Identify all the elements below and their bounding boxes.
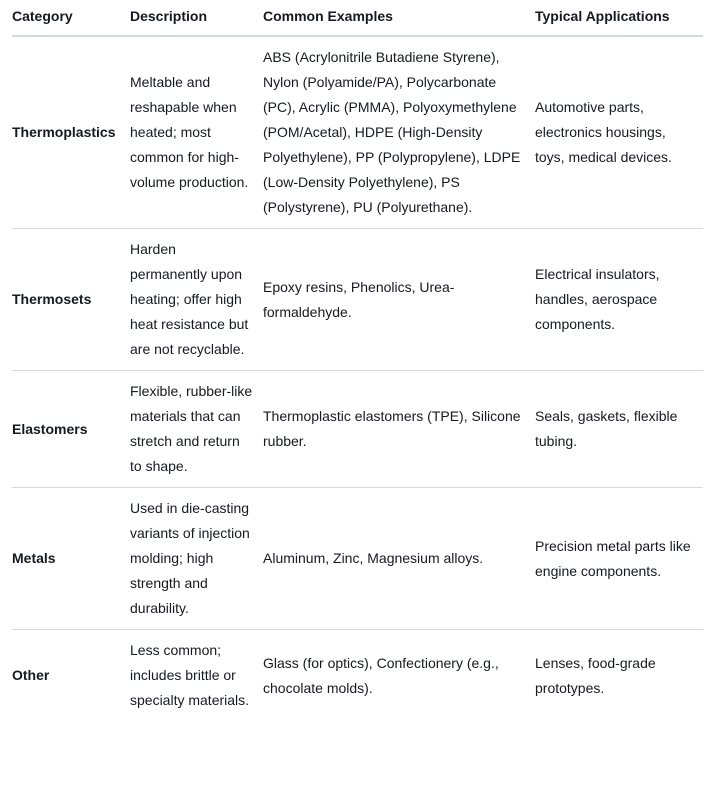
column-header-common-examples: Common Examples [263, 0, 535, 36]
cell-description: Used in die-casting variants of injection molding; high strength and durability. [130, 488, 263, 630]
table-row-thermoplastics [12, 36, 703, 229]
cell-typical-applications: Precision metal parts like engine components. [535, 488, 703, 630]
cell-description: Flexible, rubber-like materials that can stretch and return to shape. [130, 371, 263, 488]
cell-category: Thermosets [12, 229, 130, 371]
cell-typical-applications: Automotive parts, electronics housings, toys, medical devices. [535, 36, 703, 229]
table-row-thermosets [12, 229, 703, 371]
column-header-category: Category [12, 0, 130, 36]
cell-category: Thermoplastics [12, 36, 130, 229]
cell-typical-applications: Lenses, food-grade prototypes. [535, 654, 656, 696]
injection-molding-materials-table [12, 0, 703, 721]
cell-typical-applications: Seals, gaskets, flexible tubing. [535, 371, 703, 488]
table-body [12, 36, 703, 721]
cell-typical-applications: Electrical insulators, handles, aerospace components. [535, 229, 703, 371]
cell-description: Less common; includes brittle or specialty materials. [130, 642, 250, 708]
cell-description: Harden permanently upon heating; offer high heat resistance but are not recyclable. [130, 229, 263, 371]
cell-common-examples: Thermoplastic elastomers (TPE), Silicone rubber. [263, 371, 535, 488]
cell-description: Meltable and reshapable when heated; most common for high-volume production. [130, 36, 263, 229]
cell-common-examples: Aluminum, Zinc, Magnesium alloys. [263, 488, 535, 630]
cell-category: Other [12, 667, 50, 683]
table-header [12, 0, 703, 36]
cell-common-examples: Glass (for optics), Confectionery (e.g., chocolate molds). [263, 654, 499, 696]
table-row-elastomers [12, 371, 703, 488]
table-row-metals [12, 488, 703, 630]
column-header-typical-applications: Typical Applications [535, 0, 703, 36]
header-row [12, 0, 703, 36]
cell-category: Elastomers [12, 371, 130, 488]
table-row-other [12, 630, 703, 722]
cell-common-examples: Epoxy resins, Phenolics, Urea-formaldehyde. [263, 229, 535, 371]
cell-category: Metals [12, 488, 130, 630]
column-header-description: Description [130, 0, 263, 36]
cell-common-examples: ABS (Acrylonitrile Butadiene Styrene), Nylon (Polyamide/PA), Polycarbonate (PC), Acrylic (PMMA), Polyoxymethylene (POM/Acetal), HDPE (High-Density Polyethylene), PP (Polypropylene), LDPE (Low-Density Polyethylene), PS (Polystyrene), PU (Polyurethane). [263, 36, 535, 229]
